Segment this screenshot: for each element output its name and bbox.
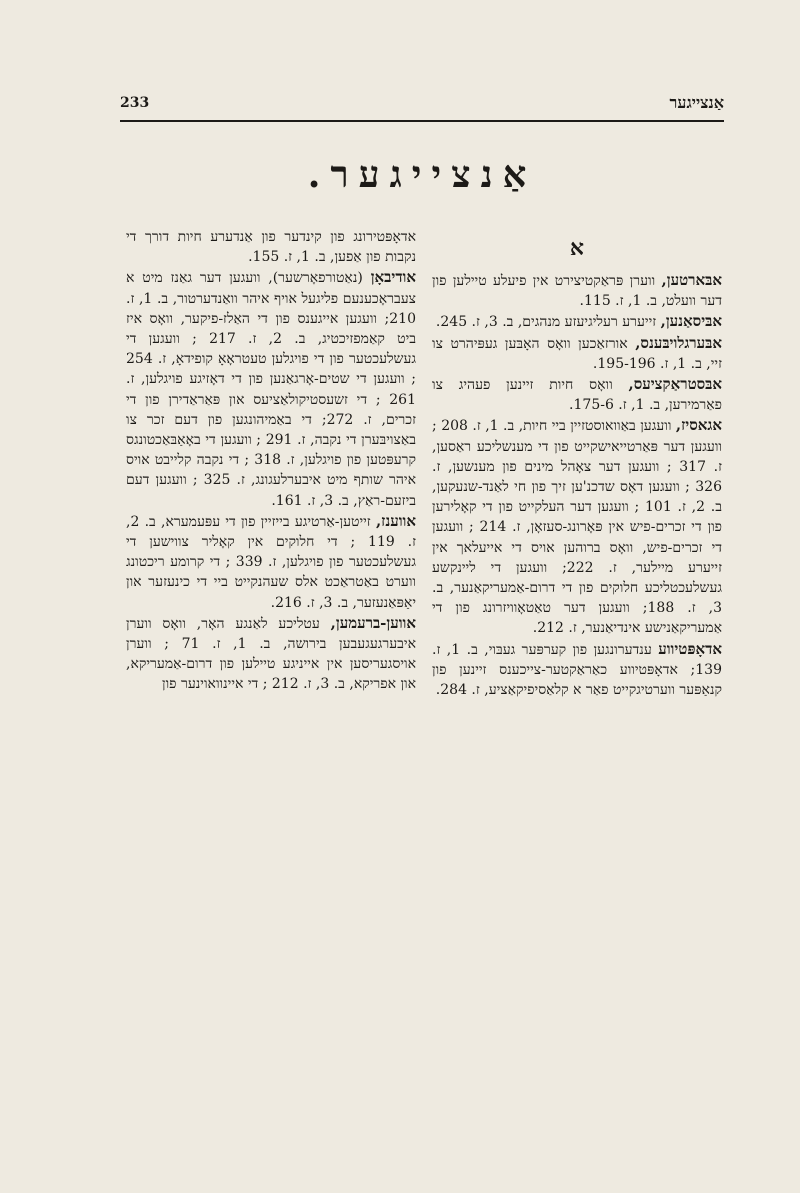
entry-text: ווערן פּראַקטיצירט אין פיעלע טיילען פון דער וועלט, ב. 1, ז. 115. — [432, 273, 722, 310]
entry-text: עטליכע לאַנגע האָר, וואָס ווערן איבערגעגעבען בירושה, ב. 1, ז. 71 ; ווערן אויסגעריסען אין אייניגע טיילען פון דרום-אַמעריקא, און אפריקא, ב. 3, ז. 212 ; די איינוואוינער פון — [126, 615, 416, 693]
entry-headword: אבּיסאַנען, — [660, 312, 722, 331]
entry-headword: אודיבאָן — [370, 268, 416, 287]
page-title: אַנצייגער. — [307, 152, 537, 196]
index-entry — [126, 613, 416, 695]
index-entry — [432, 415, 722, 638]
page-number: 233 — [120, 95, 150, 111]
running-head — [120, 92, 724, 114]
entry-text: וואָס חיות זיינען פעהיג צו פאַרמירען, ב. 1, ז. 175-6. — [432, 377, 722, 414]
entry-text: אדאָפּטירונג פון קינדער פון אַנדערע חיות דורך די נקבות פון אַפען, ב. 1, ז. 155. — [126, 229, 416, 266]
entry-text: (נאַטורפאָרשער), וועגען דער גאַנז מיט א צעבראָכענעם פליגעל אויף איהר וואַנדערטור, ב. 1, ז. 210; וועגען אייגענס פון די האַלז-פיקער, וואָס איז ביט קאַמפזיכטיג, ב. 2, ז. 217 ; וועגען די געשלעכטער פון די פויגלען טעטראָאָ קופידאָ, ז. 254 ; וועגען די שטים-אָרגאַנען פון די דאָזיגע פויגלען, ז. 261 ; די זשעסטיקולאַציעס און פּאַראַדירן פון די זכרים, ז. 272; די באַמיהונגען פון דעם זכר צו באַצויבּערן די נקבה, ז. 291 ; וועגען די באָאַבּאַכטונגס קרעפּטען פון פויגלען, ז. 318 ; די נקבה קלייבט אויס איהר שותף מיט איבערלעגונג, ז. 325 ; וועגען דעם ביזעם-ראַץ, ב. 3, ז. 161. — [126, 270, 416, 509]
entry-headword: אווענז, — [375, 511, 416, 530]
index-entry — [432, 270, 722, 311]
index-entry — [432, 333, 722, 374]
entry-text: זייטען-אַרטיגע בייזיין פון די עפּעמערא, ב. 2, ז. 119 ; די חלוקים אין קאָליר צווישען די געשלעכטער פון פויגלען, ז. 339 ; די קרומע ריכטונג ווערט באַטראַכט אלס שעהנקייט ביי די כינעזער און יאַפּאַנעזער, ב. 3, ז. 216. — [126, 513, 416, 611]
running-title: אַנצייגער — [669, 93, 724, 112]
entry-headword: אבּערגלויבּענס, — [635, 333, 722, 352]
entry-headword: אווען-ברעמען, — [330, 613, 416, 632]
left-column — [126, 226, 416, 1106]
index-entry — [126, 511, 416, 613]
entry-text: אורזאַכען וואָס האָבּען געפּיהרט צו זיי, ב. 1, ז. 195-196. — [432, 335, 722, 372]
entry-text: וועגען באַוואוסטזיין ביי חיות, ב. 1, ז. 208 ; וועגען דער פּאַרטייאישקייט פון די מענשליכע ראַסען, ז. 317 ; וועגען דער צאָהל מינים פון מענשען, ז. 326 ; וועגען דאָס שדכנ'ען זיך פון חי לאַנד-שנעקען, ב. 2, ז. 101 ; וועגען דער העלקייט פון די קאָלירען פון די זכרים-פיש אין פּאָרונג-סעזאָן, ז. 214 ; וועגען די זכרים-פיש, וואָס ברוהען אויס די אייעלאך אין זייערע מיילער, ז. 222; וועגען די ליינקשע געשלעכטליכע חלוקים פון די דרום-אַמעריקאַנער, ב. 3, ז. 188; וועגען דער טאַטאָוויזרונג פון די אַמעריקאַנישע אינדיאַנער, ז. 212. — [432, 418, 722, 637]
index-entry — [126, 267, 416, 510]
index-entry — [432, 311, 722, 332]
entry-headword: אגאסיז, — [675, 416, 722, 435]
index-entry — [126, 226, 416, 267]
header-rule — [120, 120, 724, 122]
section-letter: א — [569, 235, 585, 261]
index-entry — [432, 639, 722, 701]
right-column — [432, 226, 722, 1106]
entry-text: ענדערונגען פון קערפּער געבּוי, ב. 1, ז. 139; אדאָפּטיווע כאַראַקטער-צייכענס זיינען פון קנאַפּער ווערטיגקייט פאַר א קלאַסיפיקאַציע, ז. 284. — [432, 641, 722, 699]
entry-text: זייערע רעליגיעזע מנהגים, ב. 3, ז. 245. — [435, 314, 657, 331]
index-entry — [432, 374, 722, 415]
entry-headword: אבּסטראַקציעס, — [628, 375, 722, 394]
entry-headword: אדאָפּטיווע — [658, 639, 722, 658]
entry-headword: אבּארטען, — [661, 271, 722, 289]
